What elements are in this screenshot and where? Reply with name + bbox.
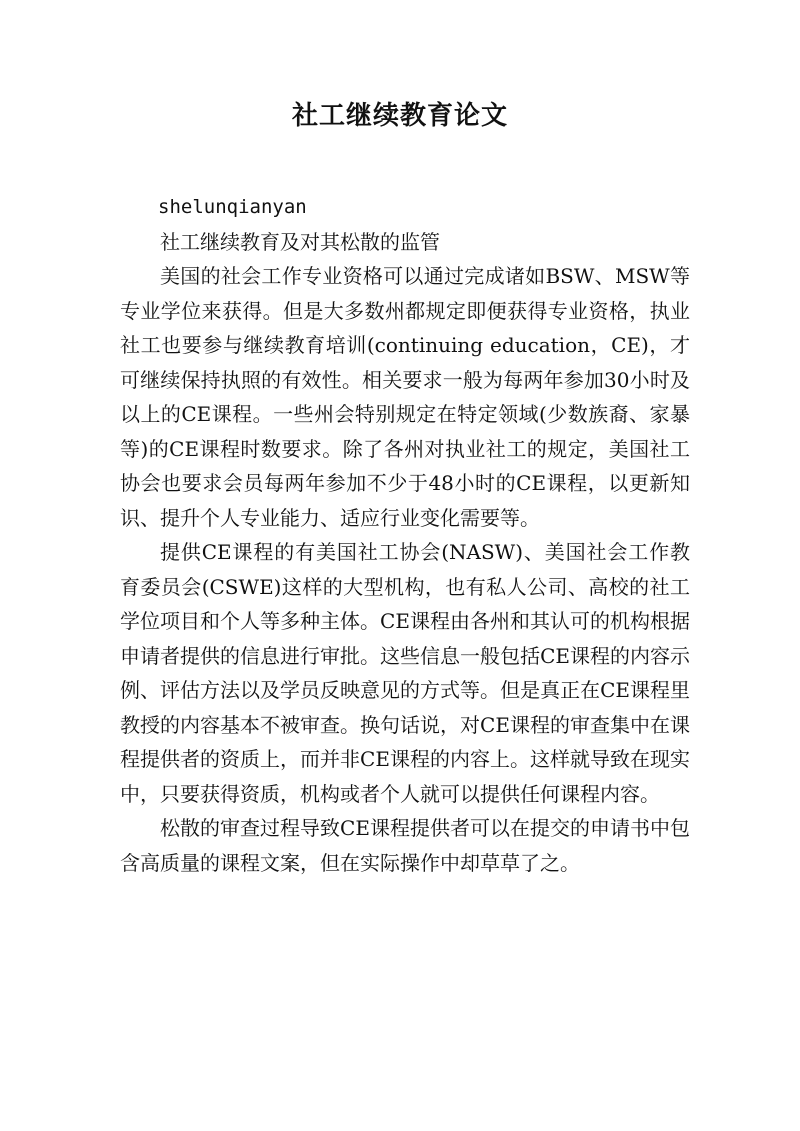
subtitle-line: 社工继续教育及对其松散的监管 [160, 229, 440, 254]
paragraph-3: 松散的审查过程导致CE课程提供者可以在提交的申请书中包含高质量的课程文案，但在实际操作中却草草了之。 [120, 816, 690, 875]
author-line: shelunqianyan [158, 196, 307, 218]
document-body [120, 190, 690, 880]
paragraph-1: 美国的社会工作专业资格可以通过完成诸如BSW、MSW等专业学位来获得。但是大多数州都规定即便获得专业资格，执业社工也要参与继续教育培训(continuing education，CE)，才可继续保持执照的有效性。相关要求一般为每两年参加30小时及以上的CE课程。一些州会特别规定在特定领域(少数族裔、家暴等)的CE课程时数要求。除了各州对执业社工的规定，美国社工协会也要求会员每两年参加不少于48小时的CE课程，以更新知识、提升个人专业能力、适应行业变化需要等。 [120, 264, 690, 530]
paragraph-2: 提供CE课程的有美国社工协会(NASW)、美国社会工作教育委员会(CSWE)这样的大型机构，也有私人公司、高校的社工学位项目和个人等多种主体。CE课程由各州和其认可的机构根据申请者提供的信息进行审批。这些信息一般包括CE课程的内容示例、评估方法以及学员反映意见的方式等。但是真正在CE课程里教授的内容基本不被审查。换句话说，对CE课程的审查集中在课程提供者的资质上，而并非CE课程的内容上。这样就导致在现实中，只要获得资质，机构或者个人就可以提供任何课程内容。 [120, 540, 690, 806]
document-title: 社工继续教育论文 [291, 101, 508, 131]
